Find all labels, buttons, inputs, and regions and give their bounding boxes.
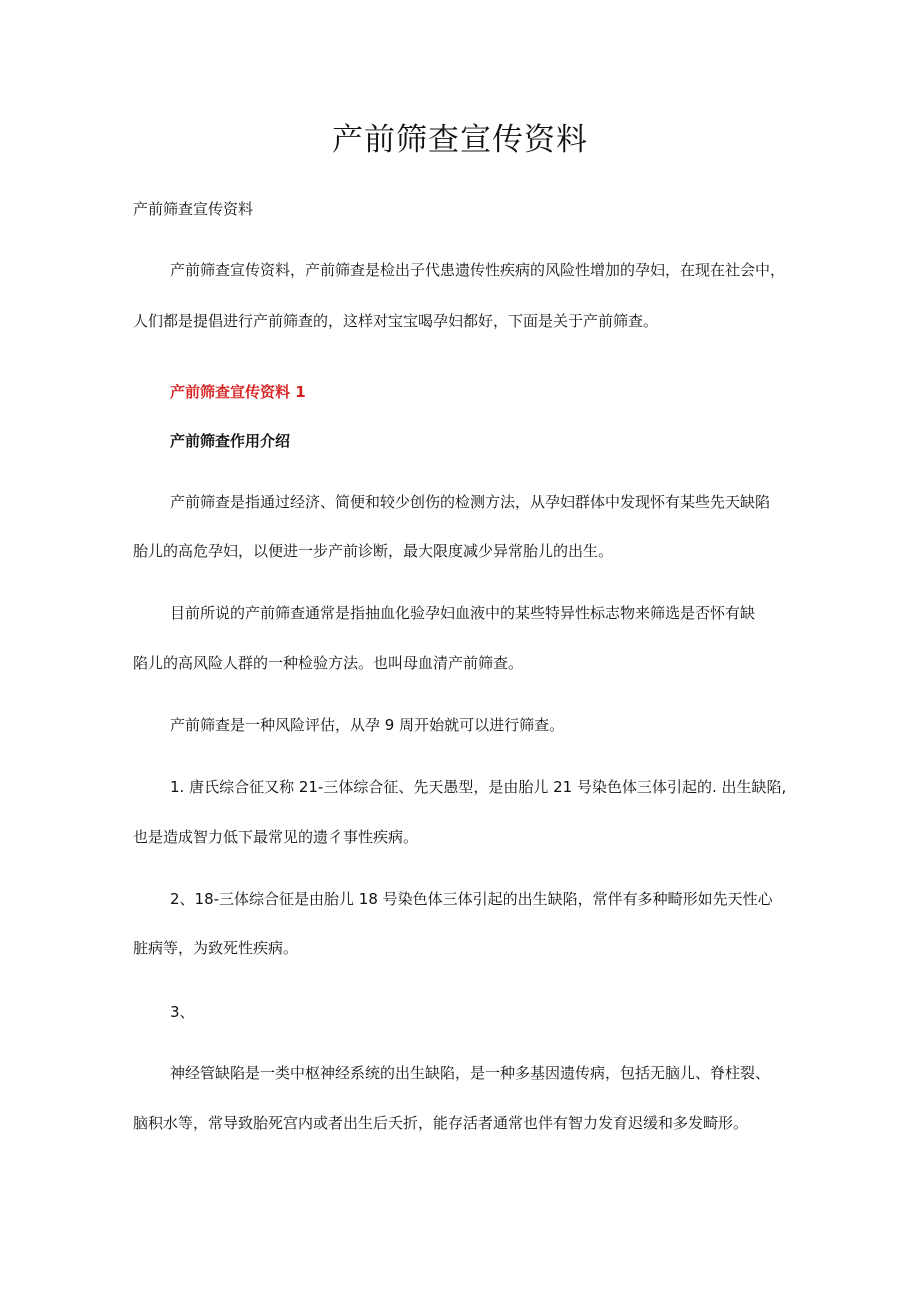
paragraph-4-line-1: 1. 唐氏综合征又称 21-三体综合征、先天愚型，是由胎儿 21 号染色体三体引起的. 出生缺陷, <box>170 778 787 796</box>
paragraph-7-line-2: 脑积水等，常导致胎死宫内或者出生后夭折，能存活者通常也伴有智力发育迟缓和多发畸形。 <box>133 1114 749 1132</box>
paragraph-5-line-1: 2、18-三体综合征是由胎儿 18 号染色体三体引起的出生缺陷，常伴有多种畸形如先天性心 <box>170 890 773 908</box>
paragraph-1-line-1: 产前筛查是指通过经济、简便和较少创伤的检测方法，从孕妇群体中发现怀有某些先天缺陷 <box>170 493 771 511</box>
paragraph-6-line-1: 3、 <box>170 1003 195 1021</box>
section-heading: 产前筛查宣传资料 1 <box>170 383 306 401</box>
document-title: 产前筛查宣传资料 <box>332 122 588 158</box>
paragraph-1-line-2: 胎儿的高危孕妇，以便进一步产前诊断，最大限度减少异常胎儿的出生。 <box>133 542 614 560</box>
paragraph-2-line-1: 目前所说的产前筛查通常是指抽血化验孕妇血液中的某些特异性标志物来筛选是否怀有缺 <box>170 604 756 622</box>
paragraph-7-line-1: 神经管缺陷是一类中枢神经系统的出生缺陷，是一种多基因遗传病，包括无脑儿、脊柱裂、 <box>170 1064 771 1082</box>
paragraph-2-line-2: 陷儿的高风险人群的一种检验方法。也叫母血清产前筛查。 <box>133 654 524 672</box>
intro-line-2: 人们都是提倡进行产前筛查的，这样对宝宝喝孕妇都好，下面是关于产前筛查。 <box>133 312 659 330</box>
paragraph-3-line-1: 产前筛查是一种风险评估，从孕 9 周开始就可以进行筛查。 <box>170 716 565 734</box>
sub-heading: 产前筛查作用介绍 <box>170 432 291 450</box>
intro-line-1: 产前筛查宣传资料，产前筛查是检出子代患遗传性疾病的风险性增加的孕妇，在现在社会中， <box>170 261 786 279</box>
paragraph-4-line-2: 也是造成智力低下最常见的遗彳事性疾病。 <box>133 828 419 846</box>
paragraph-5-line-2: 脏病等，为致死性疾病。 <box>133 939 299 957</box>
document-subtitle: 产前筛查宣传资料 <box>133 200 254 218</box>
